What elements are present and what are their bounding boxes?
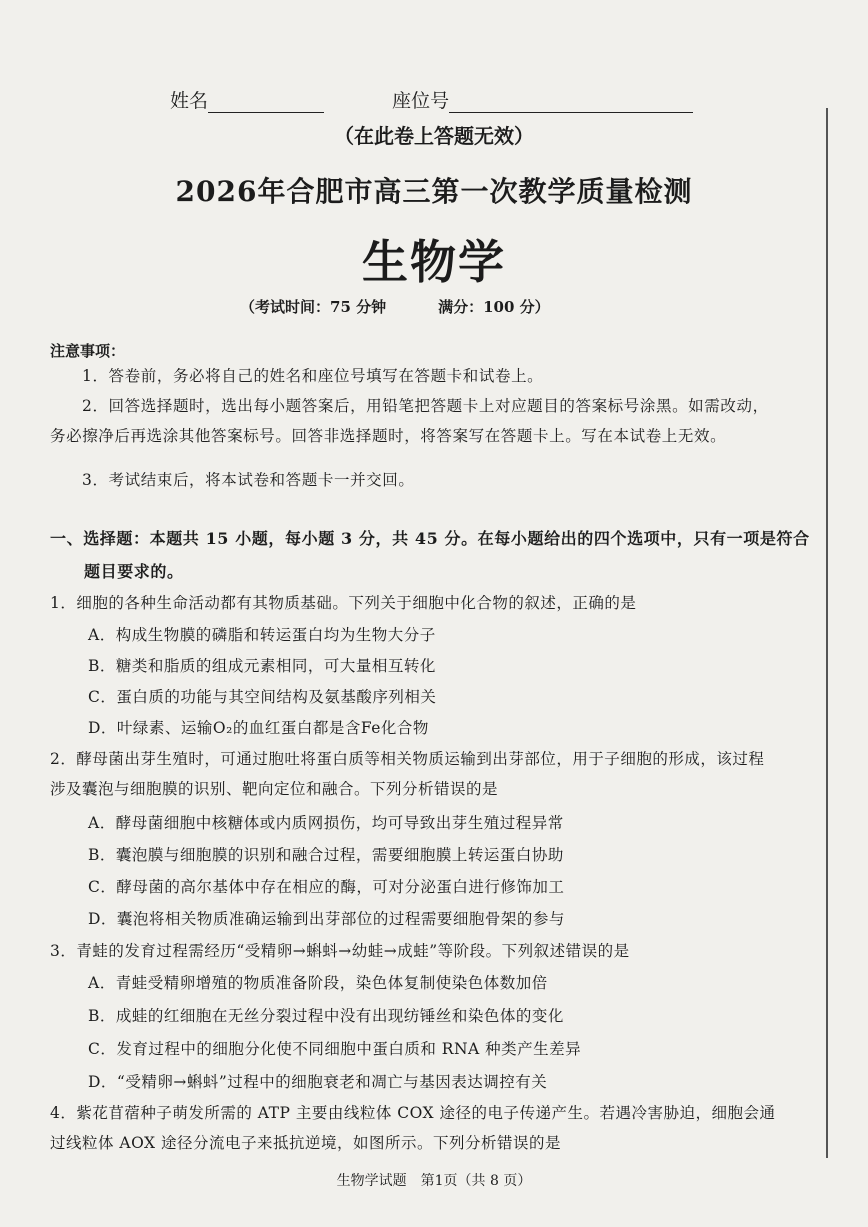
question-stem: 2．酵母菌出芽生殖时，可通过胞吐将蛋白质等相关物质运输到出芽部位，用于子细胞的形成，该过程涉及囊泡与细胞膜的识别、靶向定位和融合。下列分析错误的是 bbox=[50, 750, 765, 798]
option-a: A．酵母菌细胞中核糖体或内质网损伤，均可导致出芽生殖过程异常 bbox=[88, 814, 564, 832]
note-item: 1．答卷前，务必将自己的姓名和座位号填写在答题卡和试卷上。 bbox=[82, 367, 544, 385]
option-b: B．成蛙的红细胞在无丝分裂过程中没有出现纺锤丝和染色体的变化 bbox=[88, 1007, 564, 1025]
option-c: C．蛋白质的功能与其空间结构及氨基酸序列相关 bbox=[88, 688, 437, 706]
invalid-note: （在此卷上答题无效） bbox=[334, 124, 534, 148]
question-stem: 4．紫花苜蓿种子萌发所需的 ATP 主要由线粒体 COX 途径的电子传递产生。若遇冷害胁迫，细胞会通过线粒体 AOX 途径分流电子来抵抗逆境，如图所示。下列分析错误的是 bbox=[50, 1104, 776, 1152]
seat-label: 座位号 bbox=[392, 90, 450, 112]
name-label: 姓名 bbox=[170, 90, 209, 112]
name-blank bbox=[208, 94, 324, 113]
section-title: 一、选择题：本题共 15 小题，每小题 3 分，共 45 分。在每小题给出的四个选项中，只有一项是符合题目要求的。 bbox=[50, 529, 810, 581]
exam-full-score: 满分：100 分） bbox=[438, 298, 550, 316]
option-d: D．叶绿素、运输O₂的血红蛋白都是含Fe化合物 bbox=[88, 719, 429, 737]
exam-time-info bbox=[240, 296, 550, 317]
seat-blank bbox=[449, 94, 693, 113]
page-footer: 生物学试题 第1页（共 8 页） bbox=[336, 1173, 532, 1189]
option-b: B．囊泡膜与细胞膜的识别和融合过程，需要细胞膜上转运蛋白协助 bbox=[88, 846, 564, 864]
option-d: D．“受精卵→蝌蚪”过程中的细胞衰老和凋亡与基因表达调控有关 bbox=[88, 1073, 548, 1091]
subject-title: 生物学 bbox=[362, 235, 506, 289]
question-stem: 3．青蛙的发育过程需经历“受精卵→蝌蚪→幼蛙→成蛙”等阶段。下列叙述错误的是 bbox=[50, 942, 630, 960]
notes-title: 注意事项： bbox=[50, 342, 126, 360]
option-c: C．发育过程中的细胞分化使不同细胞中蛋白质和 RNA 种类产生差异 bbox=[88, 1040, 582, 1058]
exam-duration: （考试时间：75 分钟 bbox=[240, 298, 387, 316]
option-d: D．囊泡将相关物质准确运输到出芽部位的过程需要细胞骨架的参与 bbox=[88, 910, 565, 928]
note-item: 2．回答选择题时，选出每小题答案后，用铅笔把答题卡上对应题目的答案标号涂黑。如需改动，务必擦净后再选涂其他答案标号。回答非选择题时，将答案写在答题卡上。写在本试卷上无效。 bbox=[50, 397, 769, 445]
question-stem: 1．细胞的各种生命活动都有其物质基础。下列关于细胞中化合物的叙述，正确的是 bbox=[50, 594, 637, 612]
exam-title: 2026年合肥市高三第一次教学质量检测 bbox=[175, 175, 693, 208]
option-c: C．酵母菌的高尔基体中存在相应的酶，可对分泌蛋白进行修饰加工 bbox=[88, 878, 565, 896]
option-b: B．糖类和脂质的组成元素相同，可大量相互转化 bbox=[88, 657, 436, 675]
option-a: A．构成生物膜的磷脂和转运蛋白均为生物大分子 bbox=[88, 626, 436, 644]
note-item: 3．考试结束后，将本试卷和答题卡一并交回。 bbox=[82, 471, 415, 489]
option-a: A．青蛙受精卵增殖的物质准备阶段，染色体复制使染色体数加倍 bbox=[88, 974, 548, 992]
student-info-row bbox=[170, 86, 693, 113]
